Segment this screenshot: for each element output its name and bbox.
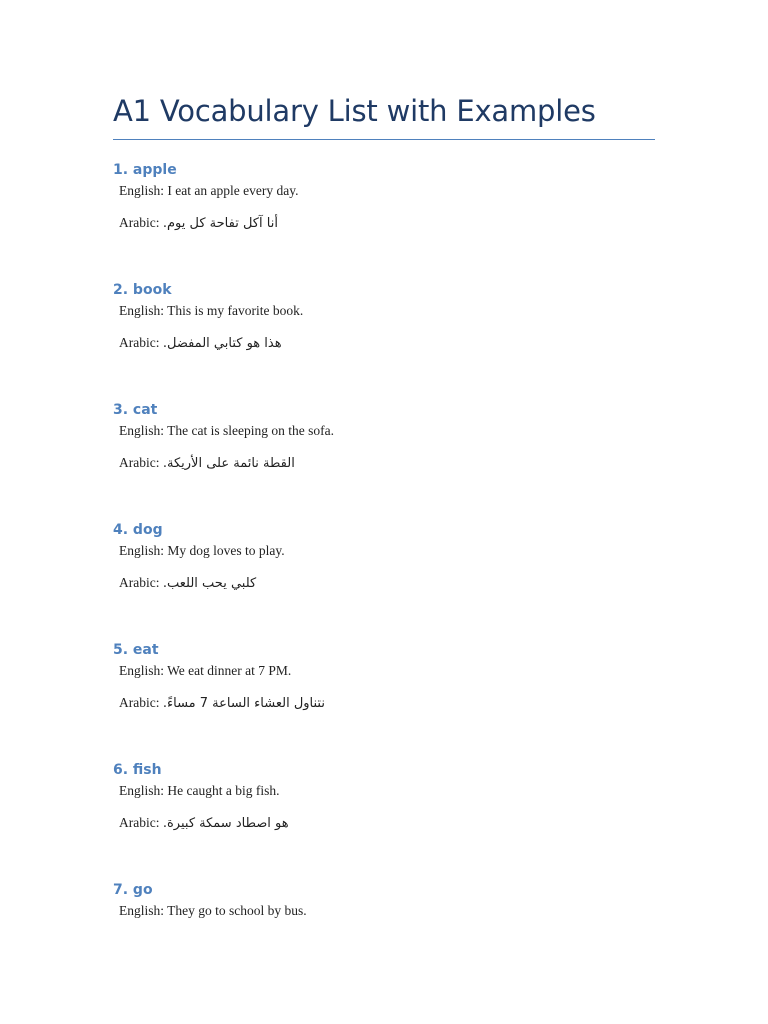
arabic-example: [113, 213, 673, 233]
english-label: English:: [119, 423, 168, 438]
vocab-entry-dog: [113, 520, 673, 593]
english-example: [113, 781, 673, 801]
arabic-sentence: هو اصطاد سمكة كبيرة.: [162, 816, 289, 831]
english-label: English:: [119, 543, 168, 558]
english-label: English:: [119, 183, 168, 198]
arabic-example: [113, 813, 673, 833]
entry-heading: 2. book: [113, 282, 172, 298]
arabic-label: Arabic:: [119, 695, 163, 710]
entry-heading: 3. cat: [113, 402, 158, 418]
vocab-entry-fish: [113, 760, 673, 833]
vocab-entry-go: [113, 880, 673, 921]
arabic-sentence: هذا هو كتابي المفضل.: [162, 336, 282, 351]
arabic-label: Arabic:: [119, 215, 163, 230]
arabic-example: [113, 573, 673, 593]
english-sentence: My dog loves to play.: [167, 543, 285, 558]
entry-heading: 4. dog: [113, 522, 163, 538]
english-label: English:: [119, 783, 168, 798]
arabic-label: Arabic:: [119, 575, 163, 590]
vocab-entry-eat: [113, 640, 673, 713]
arabic-sentence: القطة نائمة على الأريكة.: [162, 456, 295, 471]
title-underline: [113, 139, 655, 140]
english-example: [113, 301, 673, 321]
english-sentence: He caught a big fish.: [167, 783, 280, 798]
english-sentence: The cat is sleeping on the sofa.: [167, 423, 334, 438]
arabic-sentence: أنا آكل تفاحة كل يوم.: [162, 216, 278, 231]
english-label: English:: [119, 903, 168, 918]
vocab-entry-apple: [113, 160, 673, 233]
arabic-example: [113, 693, 673, 713]
arabic-sentence: نتناول العشاء الساعة 7 مساءً.: [162, 696, 325, 711]
english-label: English:: [119, 303, 168, 318]
english-example: [113, 901, 673, 921]
entry-heading: 7. go: [113, 882, 153, 898]
english-sentence: They go to school by bus.: [167, 903, 307, 918]
english-example: [113, 181, 673, 201]
arabic-label: Arabic:: [119, 815, 163, 830]
english-example: [113, 661, 673, 681]
arabic-example: [113, 333, 673, 353]
document-title: A1 Vocabulary List with Examples: [113, 94, 596, 128]
vocab-entry-book: [113, 280, 673, 353]
english-example: [113, 421, 673, 441]
english-example: [113, 541, 673, 561]
english-sentence: I eat an apple every day.: [167, 183, 299, 198]
entry-heading: 1. apple: [113, 162, 177, 178]
arabic-label: Arabic:: [119, 455, 163, 470]
english-sentence: We eat dinner at 7 PM.: [167, 663, 292, 678]
english-sentence: This is my favorite book.: [167, 303, 304, 318]
arabic-example: [113, 453, 673, 473]
arabic-label: Arabic:: [119, 335, 163, 350]
english-label: English:: [119, 663, 168, 678]
vocab-entry-cat: [113, 400, 673, 473]
arabic-sentence: كلبي يحب اللعب.: [162, 576, 257, 591]
entry-heading: 5. eat: [113, 642, 159, 658]
entry-heading: 6. fish: [113, 762, 162, 778]
